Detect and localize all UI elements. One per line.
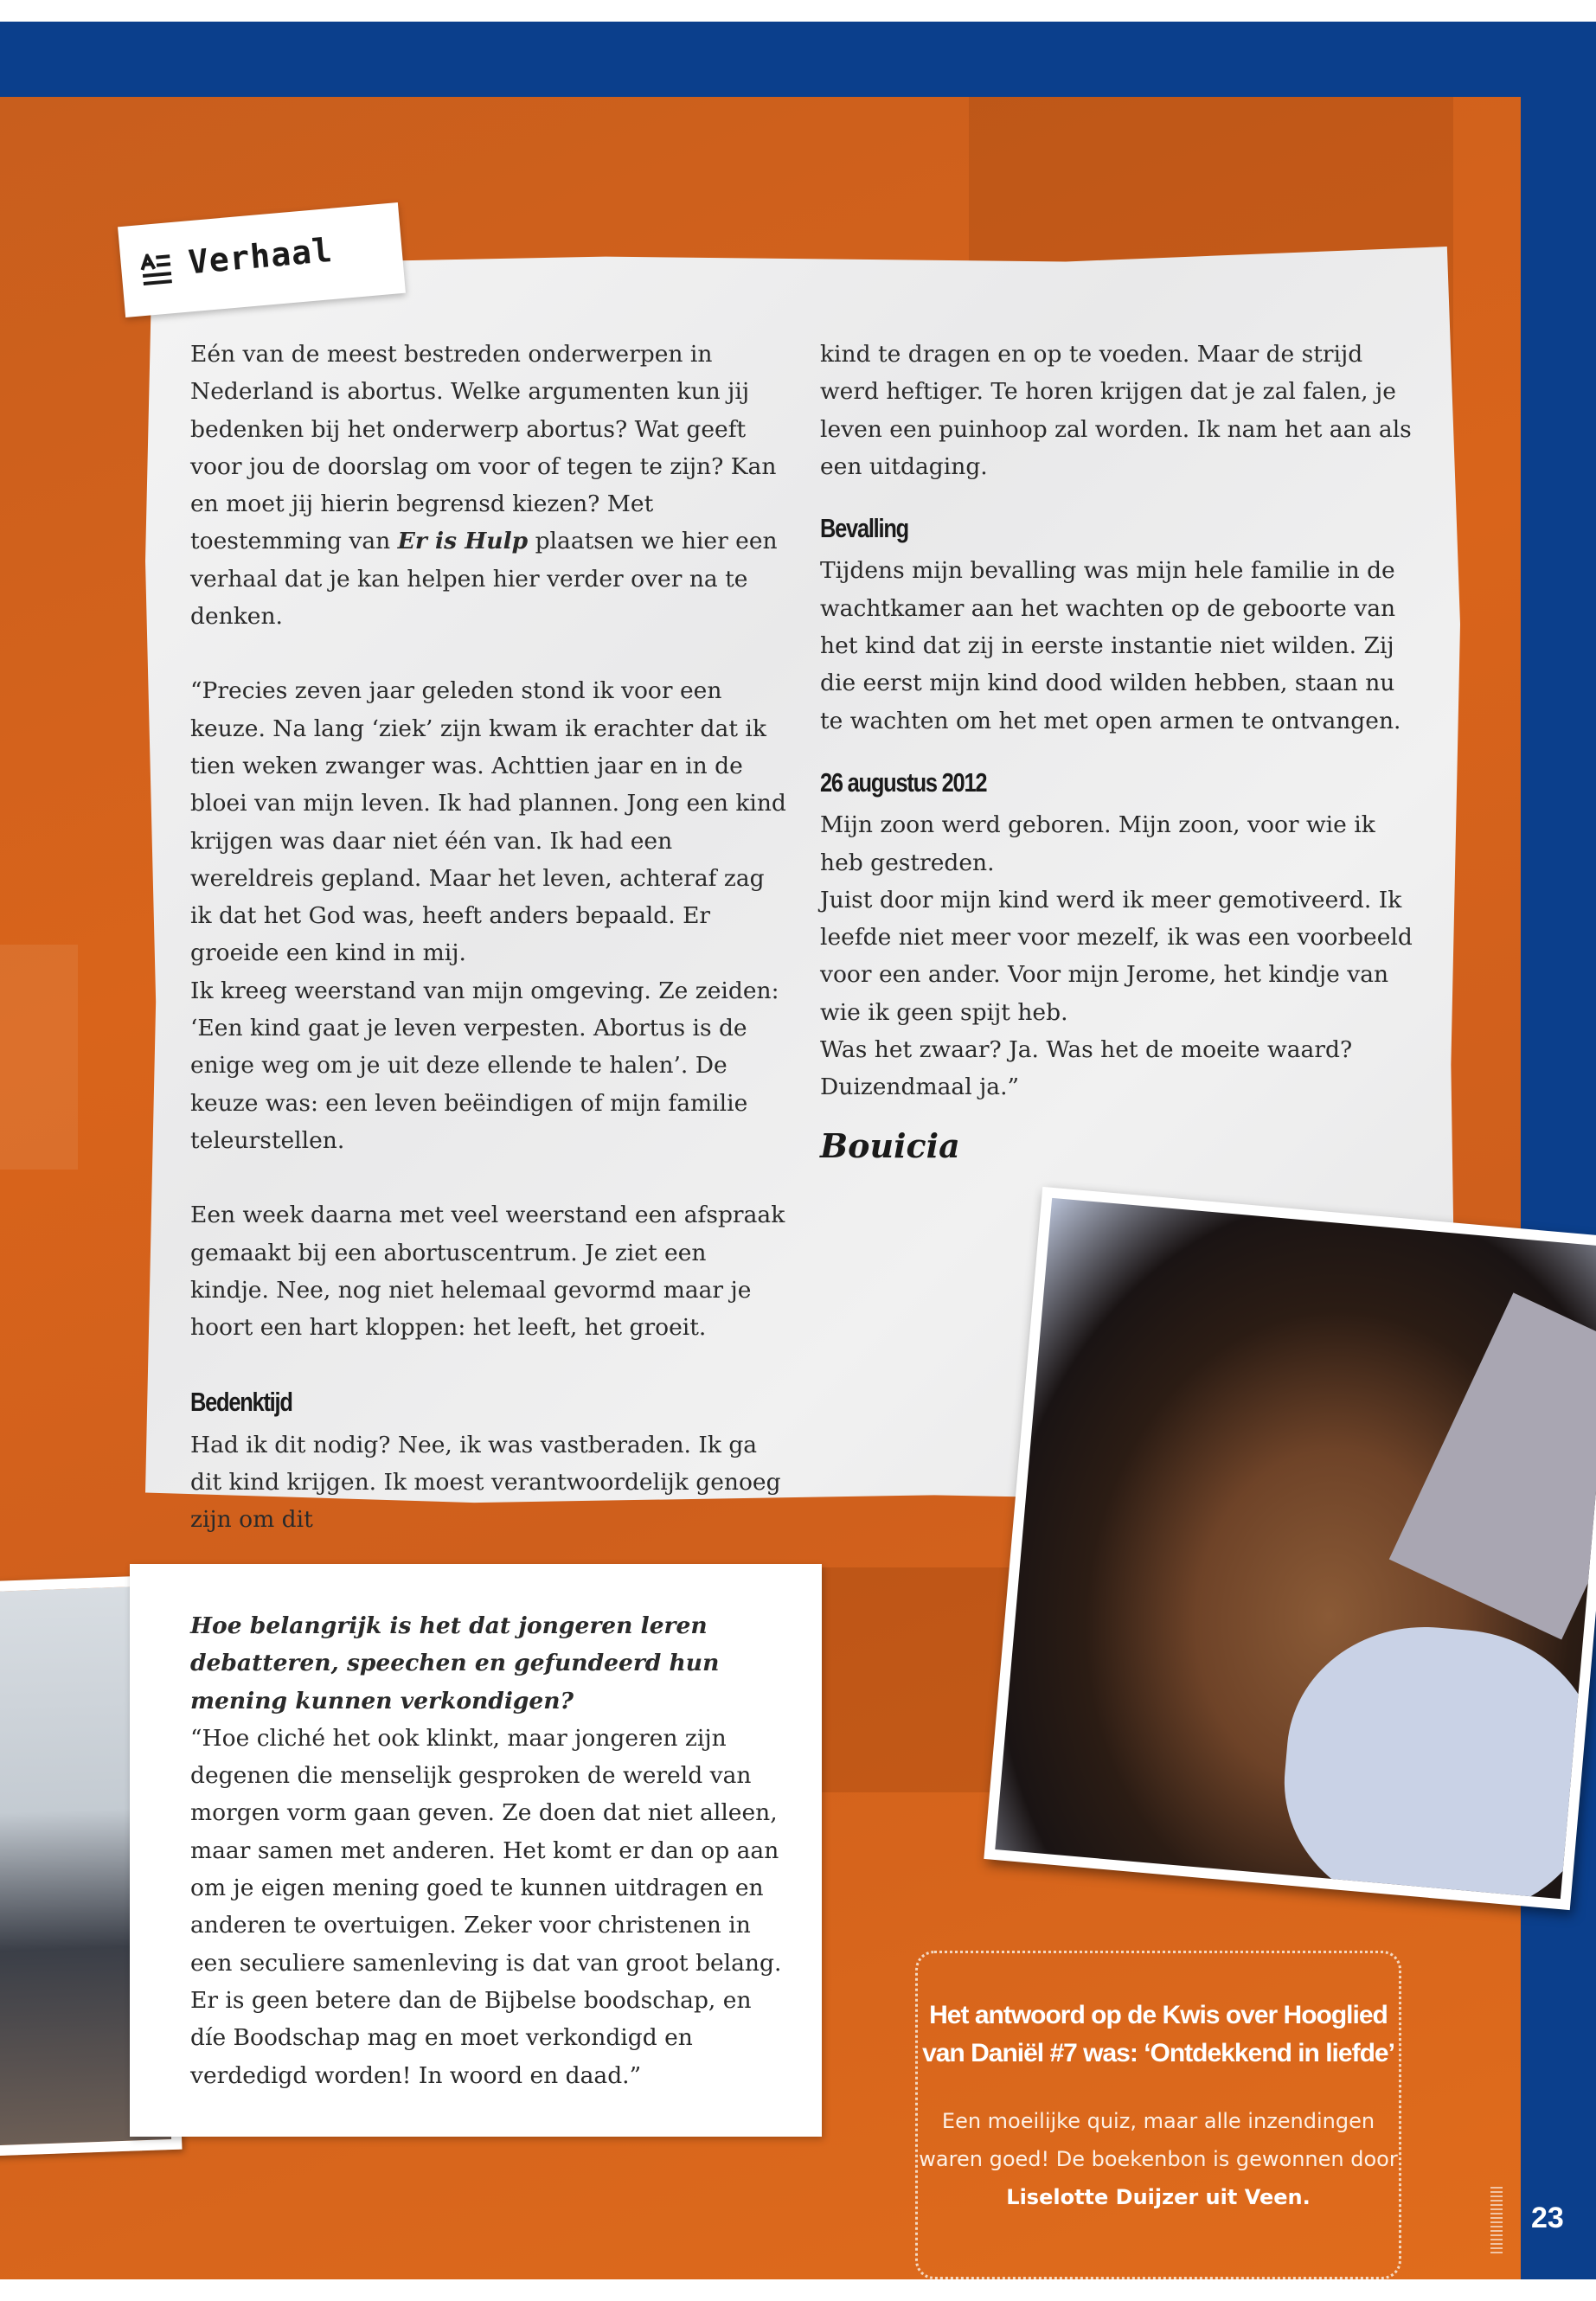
intro-text-part1: Eén van de meest bestreden onderwerpen in Nederland is abortus. Welke argumenten kun jij bedenken bij het onderwerp abortus? Wat geeft voor jou de doorslag om voor of tegen te zijn? Kan en moet jij hierin begrensd kiezen? Met toestemming van [190, 341, 777, 555]
intro-text-part2: plaatsen we hier een verhaal dat je kan helpen hier verder over na te denken. [190, 528, 778, 631]
quiz-body-text: Een moeilijke quiz, maar alle inzendingen waren goed! De boekenbon is gewonnen door [919, 2109, 1398, 2171]
article-column-right [820, 336, 1417, 1164]
quiz-winner: Liselotte Duijzer uit Veen. [1006, 2185, 1311, 2209]
heading-bedenktijd: Bedenktijd [190, 1387, 292, 1418]
heading-bevalling: Bevalling [820, 513, 908, 544]
top-margin [0, 0, 1596, 22]
story-paragraph: Had ik dit nodig? Nee, ik was vastberaden. Ik ga dit kind krijgen. Ik moest verantwoordelijk genoeg zijn om dit [190, 1431, 781, 1534]
photo-pillow-shape [1389, 1292, 1596, 1639]
intro-paragraph [190, 336, 787, 635]
quiz-answer-title: Het antwoord op de Kwis over Hooglied van Daniël #7 was: ‘Ontdekkend in liefde’ [922, 2001, 1394, 2067]
interview-quote-box [130, 1564, 822, 2137]
heading-date: 26 augustus 2012 [820, 766, 987, 798]
baby-photo [984, 1187, 1596, 1910]
article-icon [139, 252, 173, 289]
quiz-answer-box [915, 1951, 1401, 2279]
bottom-margin [0, 2279, 1596, 2301]
story-paragraph: Ik kreeg weerstand van mijn omgeving. Ze zeiden: ‘Een kind gaat je leven verpesten. Abortus is de enige weg om je uit deze ellende te halen’. De keuze was: een leven beëindigen of mijn familie teleurstellen. [190, 977, 779, 1154]
story-paragraph: Mijn zoon werd geboren. Mijn zoon, voor wie ik heb gestreden. [820, 811, 1375, 876]
story-paragraph: Juist door mijn kind werd ik meer gemotiveerd. Ik leefde niet meer voor mezelf, ik was een voorbeeld voor een ander. Voor mijn Jerome, het kindje van wie ik geen spijt heb. [820, 886, 1413, 1026]
interview-quote [190, 1607, 787, 2094]
photo-blanket-shape [1273, 1616, 1596, 1900]
story-paragraph: “Precies zeven jaar geleden stond ik voor een keuze. Na lang ‘ziek’ zijn kwam ik erachter dat ik tien weken zwanger was. Achttien jaar en in de bloei van mijn leven. Ik had plannen. Jong een kind krijgen was daar niet één van. Ik had een wereldreis gepland. Maar het leven, achteraf zag ik dat het God was, heeft anders bepaald. Er groeide een kind in mij. [190, 677, 786, 967]
page-number-decoration [1490, 2187, 1503, 2254]
section-tag-label: Verhaal [187, 230, 335, 282]
interview-question: Hoe belangrijk is het dat jongeren leren debatteren, speechen en gefundeerd hun mening kunnen verkondigen? [190, 1612, 720, 1715]
quiz-answer-body [918, 2102, 1399, 2216]
page-number: 23 [1531, 2202, 1564, 2234]
baby-photo-image [995, 1198, 1596, 1899]
signature: Bouicia [820, 1125, 960, 1165]
story-paragraph: kind te dragen en op te voeden. Maar de strijd werd heftiger. Te horen krijgen dat je zal falen, je leven een puinhoop zal worden. Ik nam het aan als een uitdaging. [820, 341, 1412, 480]
interview-answer: “Hoe cliché het ook klinkt, maar jongeren zijn degenen die menselijk gesproken de wereld van morgen vorm gaan geven. Ze doen dat niet alleen, maar samen met anderen. Het komt er dan op aan om je eigen mening goed te kunnen uitdragen en anderen te overtuigen. Zeker voor christenen in een seculiere samenleving is dat van groot belang. Er is geen betere dan de Bijbelse boodschap, en díe Boodschap mag en moet verkondigd en verdedigd worden! In woord en daad.” [190, 1724, 782, 2089]
intro-source: Er is Hulp [397, 528, 529, 555]
background-poster-shape [0, 945, 78, 1170]
story-paragraph: Een week daarna met veel weerstand een afspraak gemaakt bij een abortuscentrum. Je ziet een kindje. Nee, nog niet helemaal gevormd maar je hoort een hart kloppen: het leeft, het groeit. [190, 1202, 785, 1342]
article-column-left [190, 336, 787, 1539]
story-paragraph: Tijdens mijn bevalling was mijn hele familie in de wachtkamer aan het wachten op de geboorte van het kind dat zij in eerste instantie niet wilden. Zij die eerst mijn kind dood wilden hebben, staan nu te wachten om het met open armen te ontvangen. [820, 557, 1401, 734]
story-paragraph: Was het zwaar? Ja. Was het de moeite waard? Duizendmaal ja.” [820, 1036, 1353, 1101]
